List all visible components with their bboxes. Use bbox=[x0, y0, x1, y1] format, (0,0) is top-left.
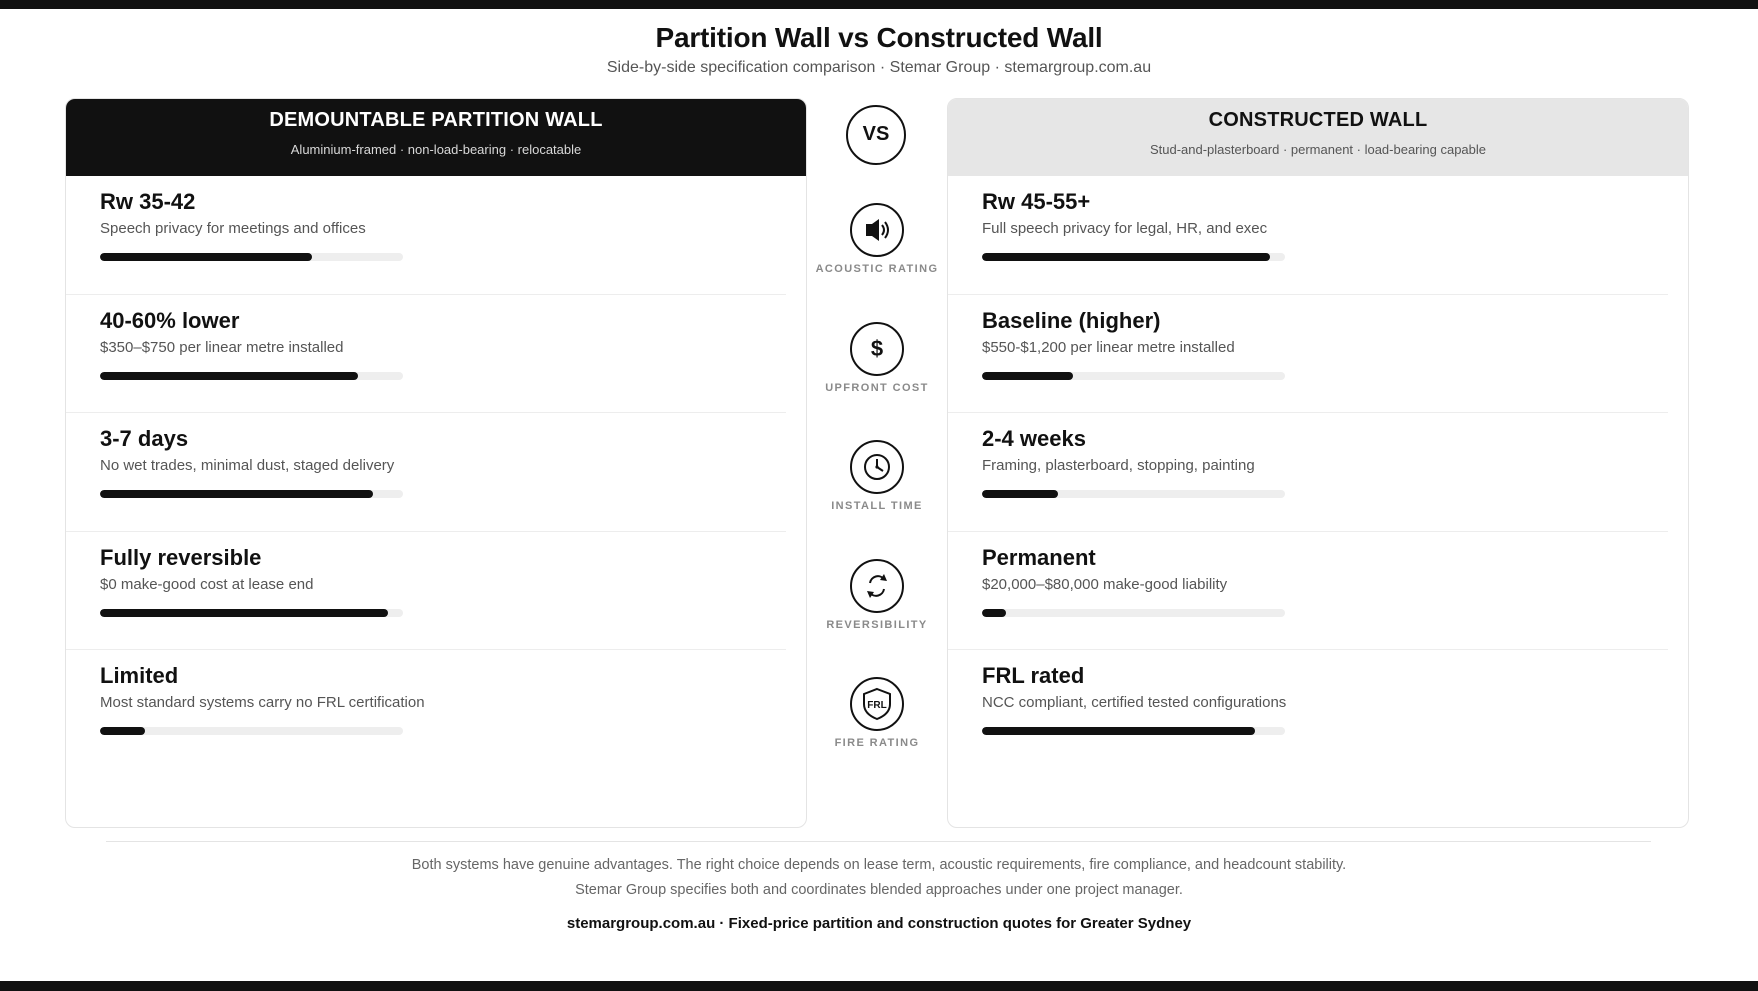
refresh-icon bbox=[850, 559, 904, 613]
footer-divider bbox=[106, 841, 1651, 842]
spec-row bbox=[66, 650, 786, 769]
score-bar-fill bbox=[100, 490, 373, 498]
spec-description: No wet trades, minimal dust, staged delivery bbox=[100, 457, 395, 474]
score-bar bbox=[982, 609, 1285, 617]
spec-description: Most standard systems carry no FRL certification bbox=[100, 694, 425, 711]
spec-value: Baseline (higher) bbox=[982, 307, 1161, 333]
spec-row bbox=[66, 532, 786, 651]
score-bar-fill bbox=[100, 253, 312, 261]
spec-row bbox=[948, 295, 1668, 414]
score-bar bbox=[982, 490, 1285, 498]
spec-row bbox=[66, 413, 786, 532]
top-bar bbox=[0, 0, 1758, 9]
category-install-time bbox=[807, 440, 947, 512]
partition-wall-header bbox=[66, 99, 806, 176]
spec-value: 2-4 weeks bbox=[982, 426, 1086, 451]
spec-description: Speech privacy for meetings and offices bbox=[100, 220, 366, 237]
footer-cta: stemargroup.com.au · Fixed-price partition and construction quotes for Greater Sydney bbox=[566, 915, 1192, 932]
category-reversibility bbox=[807, 559, 947, 631]
page-subtitle: Side-by-side specification comparison · Stemar Group · stemargroup.com.au bbox=[606, 59, 1152, 76]
clock-icon bbox=[850, 440, 904, 494]
spec-description: $0 make-good cost at lease end bbox=[100, 575, 314, 593]
category-label: ACOUSTIC RATING bbox=[815, 263, 939, 275]
spec-row bbox=[948, 532, 1668, 651]
category-label: FIRE RATING bbox=[834, 737, 920, 749]
spec-value: Rw 35-42 bbox=[100, 189, 196, 214]
spec-row bbox=[66, 295, 786, 414]
score-bar-fill bbox=[100, 609, 388, 617]
score-bar-fill bbox=[982, 253, 1270, 261]
score-bar-fill bbox=[982, 609, 1006, 617]
spec-value: 40-60% lower bbox=[100, 307, 240, 333]
spec-description: $350–$750 per linear metre installed bbox=[100, 338, 344, 356]
spec-row bbox=[948, 413, 1668, 532]
category-fire-rating bbox=[807, 677, 947, 749]
score-bar-fill bbox=[982, 372, 1073, 380]
spec-description: NCC compliant, certified tested configurations bbox=[982, 694, 1287, 711]
footer-note-2: Stemar Group specifies both and coordinates blended approaches under one project manager. bbox=[575, 882, 1183, 898]
shield-icon bbox=[850, 677, 904, 731]
spec-description: Framing, plasterboard, stopping, painting bbox=[982, 457, 1255, 474]
constructed-wall-subtitle: Stud-and-plasterboard · permanent · load-bearing capable bbox=[1149, 142, 1487, 157]
score-bar-fill bbox=[982, 727, 1255, 735]
spec-description: $550-$1,200 per linear metre installed bbox=[982, 338, 1235, 356]
score-bar-fill bbox=[100, 372, 358, 380]
spec-value: Permanent bbox=[982, 544, 1096, 570]
spec-row bbox=[948, 176, 1668, 295]
speaker-icon bbox=[850, 203, 904, 257]
score-bar bbox=[100, 372, 403, 380]
constructed-wall-title: CONSTRUCTED WALL bbox=[1208, 109, 1428, 131]
spec-value: Limited bbox=[100, 663, 179, 688]
category-label: REVERSIBILITY bbox=[826, 619, 928, 631]
score-bar bbox=[100, 490, 403, 498]
score-bar-fill bbox=[982, 490, 1058, 498]
page-title: Partition Wall vs Constructed Wall bbox=[655, 22, 1103, 53]
spec-description: Full speech privacy for legal, HR, and exec bbox=[982, 220, 1268, 237]
vs-badge: VS bbox=[846, 105, 906, 165]
category-label: INSTALL TIME bbox=[831, 500, 923, 512]
score-bar bbox=[100, 253, 403, 261]
category-label: UPFRONT COST bbox=[825, 382, 929, 394]
score-bar bbox=[982, 727, 1285, 735]
spec-row bbox=[948, 650, 1668, 769]
spec-description: $20,000–$80,000 make-good liability bbox=[982, 575, 1228, 593]
spec-value: 3-7 days bbox=[100, 426, 189, 451]
score-bar bbox=[982, 372, 1285, 380]
score-bar bbox=[100, 727, 403, 735]
category-acoustic-rating bbox=[807, 203, 947, 275]
spec-value: FRL rated bbox=[982, 663, 1085, 688]
score-bar-fill bbox=[100, 727, 145, 735]
dollar-icon bbox=[850, 322, 904, 376]
partition-wall-title: DEMOUNTABLE PARTITION WALL bbox=[269, 109, 603, 131]
score-bar bbox=[982, 253, 1285, 261]
score-bar bbox=[100, 609, 403, 617]
spec-value: Fully reversible bbox=[100, 544, 262, 570]
bottom-bar bbox=[0, 981, 1758, 991]
constructed-wall-panel bbox=[947, 98, 1689, 828]
spec-value: Rw 45-55+ bbox=[982, 189, 1091, 214]
spec-row bbox=[66, 176, 786, 295]
partition-wall-panel bbox=[65, 98, 807, 828]
frl-glyph: FRL bbox=[867, 700, 887, 711]
footer-note: Both systems have genuine advantages. The right choice depends on lease term, acoustic requirements, fire compliance, and headcount stability. bbox=[411, 857, 1347, 873]
constructed-wall-header bbox=[948, 99, 1688, 176]
dollar-glyph: $ bbox=[870, 336, 884, 361]
category-upfront-cost bbox=[807, 322, 947, 394]
partition-wall-subtitle: Aluminium-framed · non-load-bearing · relocatable bbox=[290, 142, 582, 157]
